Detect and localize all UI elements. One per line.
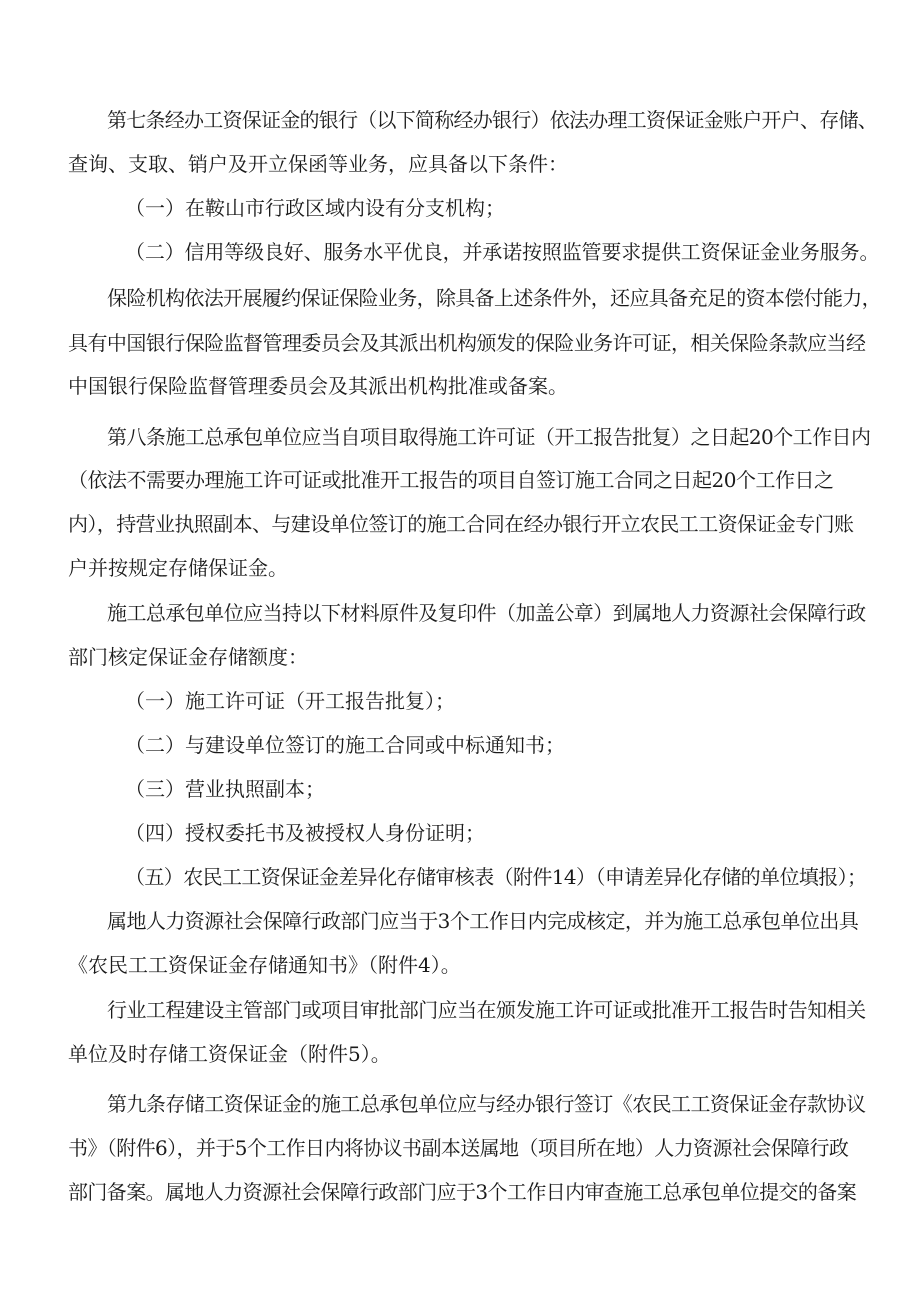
materials-intro-line-1: 施工总承包单位应当持以下材料原件及复印件（加盖公章）到属地人力资源社会保障行政 [107,601,866,625]
condition-1-line: （一）在鞍山市行政区域内设有分支机构； [125,196,505,220]
material-item-1: （一）施工许可证（开工报告批复）； [125,689,455,713]
material-item-3: （三）营业执照副本； [125,777,325,801]
material-item-4: （四）授权委托书及被授权人身份证明； [125,821,485,845]
article-7-line-2: 查询、支取、销户及开立保函等业务，应具备以下条件： [68,152,568,176]
article-9-line-2: 书》（附件6），并于5个工作日内将协议书副本送属地（项目所在地）人力资源社会保障行政 [68,1136,849,1160]
condition-2-line: （二）信用等级良好、服务水平优良，并承诺按照监管要求提供工资保证金业务服务。 [125,240,880,264]
insurance-line-3: 中国银行保险监督管理委员会及其派出机构批准或备案。 [68,374,568,398]
article-9-line-3: 部门备案。属地人力资源社会保障行政部门应于3个工作日内审查施工总承包单位提交的备案 [68,1180,857,1204]
notice-line-2: 单位及时存储工资保证金（附件5）。 [68,1042,391,1066]
article-8-line-2: （依法不需要办理施工许可证或批准开工报告的项目自签订施工合同之日起20个工作日之 [68,468,834,492]
insurance-line-2: 具有中国银行保险监督管理委员会及其派出机构颁发的保险业务许可证，相关保险条款应当经 [68,331,866,355]
article-8-line-3: 内），持营业执照副本、与建设单位签订的施工合同在经办银行开立农民工工资保证金专门账 [68,512,854,536]
notice-line-1: 行业工程建设主管部门或项目审批部门应当在颁发施工许可证或批准开工报告时告知相关 [107,998,866,1022]
article-8-line-1: 第八条施工总承包单位应当自项目取得施工许可证（开工报告批复）之日起20个工作日内 [107,425,871,449]
material-item-5: （五）农民工工资保证金差异化存储审核表（附件14）（申请差异化存储的单位填报）； [125,865,867,889]
material-item-2: （二）与建设单位签订的施工合同或中标通知书； [125,733,565,757]
article-9-line-1: 第九条存储工资保证金的施工总承包单位应与经办银行签订《农民工工资保证金存款协议 [107,1092,866,1116]
verification-line-1: 属地人力资源社会保障行政部门应当于3个工作日内完成核定，并为施工总承包单位出具 [107,909,859,933]
article-8-line-4: 户并按规定存储保证金。 [68,556,288,580]
materials-intro-line-2: 部门核定保证金存储额度： [68,645,308,669]
insurance-line-1: 保险机构依法开展履约保证保险业务，除具备上述条件外，还应具备充足的资本偿付能力， [107,286,881,310]
verification-line-2: 《农民工工资保证金存储通知书》（附件4）。 [68,953,461,977]
article-7-line-1: 第七条经办工资保证金的银行（以下简称经办银行）依法办理工资保证金账户开户、存储、 [107,108,877,132]
